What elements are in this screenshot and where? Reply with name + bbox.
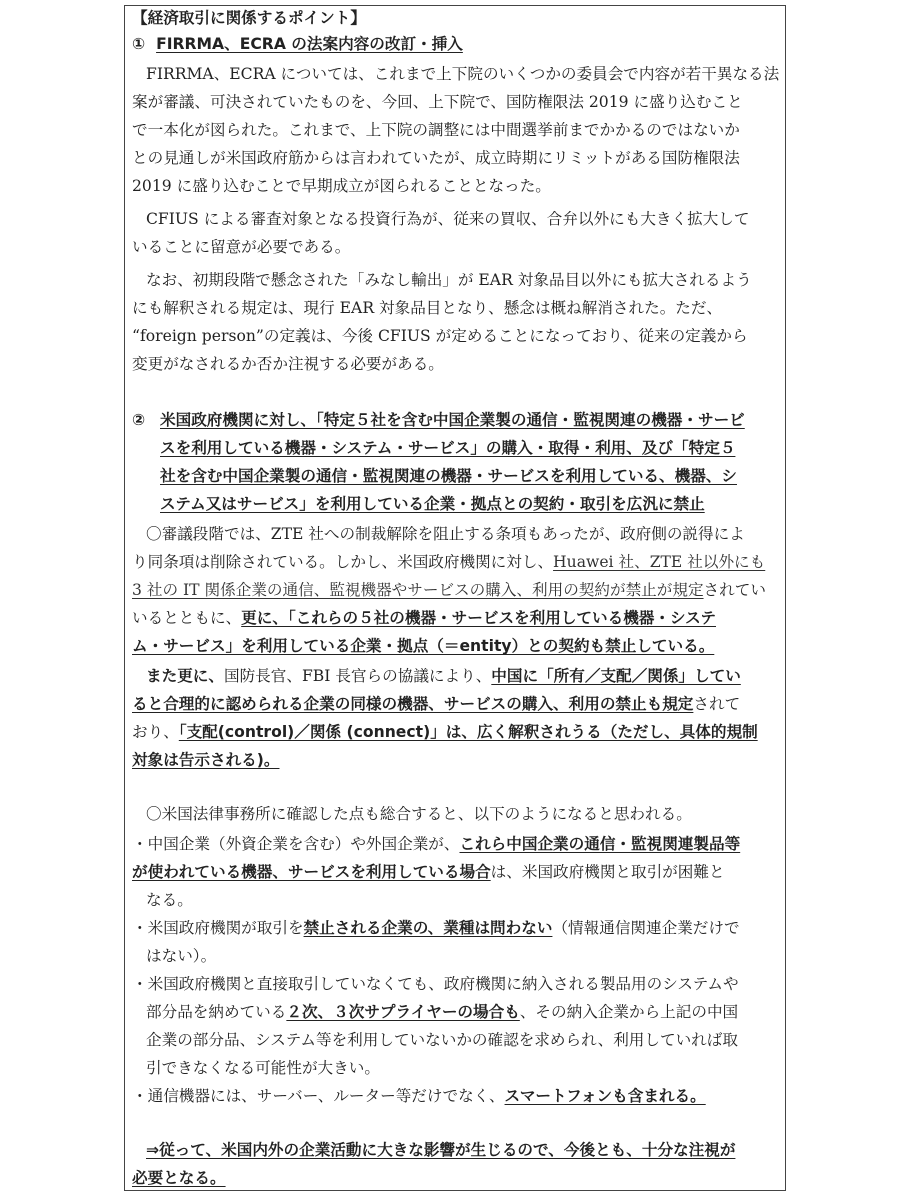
conclusion-line: 必要となる。 [132,1169,226,1187]
s2-p2-line: 対象は告示される)。 [132,751,280,769]
bullet-1-line [132,834,740,854]
s2-p1-text: り同条項は削除されている。しかし、米国政府機関に対し、 [132,553,554,571]
conclusion-line: ⇒従って、米国内外の企業活動に大きな影響が生じるので、今後とも、十分な注視が [146,1141,736,1159]
s2-p1-line: 〇審議段階では、ZTE 社への制裁解除を阻止する条項もあったが、政府側の説得によ [146,525,745,543]
bullet-3-text: 部分品を納めている [146,1003,287,1021]
bullet-3-line: ・米国政府機関と直接取引していなくても、政府機関に納入される製品用のシステムや [132,975,739,993]
bullet-2-line [132,918,740,938]
bullet-2-text: （情報通信関連企業だけで [552,919,740,937]
bullet-1-text: は、米国政府機関と取引が困難と [490,863,725,881]
bullet-3-text: 、その納入企業から上記の中国 [519,1003,739,1021]
s2-p2-line [132,722,758,742]
s2-p2-text: おり、 [132,723,179,741]
section-1-title [132,34,463,54]
bullet-2-bold: 禁止される企業の、業種は問わない [303,919,553,937]
bullet-2-line: はない）。 [146,947,217,965]
s2-p2-line [132,694,740,714]
s1-p1-line: で一本化が図られた。これまで、上下院の調整には中間選挙前までかかるのではないか [132,121,740,139]
s2-p1-line [132,580,766,600]
s1-p3-line: 変更がなされるか否か注視する必要がある。 [132,355,444,373]
bullet-3-line [146,1002,738,1022]
s2-p1-text: されてい [703,581,766,599]
s1-p1-line: との見通しが米国政府筋からは言われていたが、成立時期にリミットがある国防権限法 [132,149,740,167]
s2-p1-line [132,608,716,628]
section-2-title-line: ステム又はサービス」を利用している企業・拠点との契約・取引を広汎に禁止 [160,495,705,513]
s1-p2-line: CFIUS による審査対象となる投資行為が、従来の買収、合弁以外にも大きく拡大して [146,210,750,228]
s2-p1-bold: 更に、「これらの５社の機器・サービスを利用している機器・システ [241,609,716,627]
s2-p1-line [132,552,765,572]
bullet-1-bold: これら中国企業の通信・監視関連製品等 [459,835,741,853]
s3-intro: 〇米国法律事務所に確認した点も総合すると、以下のようになると思われる。 [146,805,692,823]
s2-p1-underlined: 3 社の IT 関係企業の通信、監視機器やサービスの購入、利用の契約が禁止が規定 [132,581,704,599]
section-heading: 【経済取引に関係するポイント】 [132,9,366,27]
section-2-title-line: スを利用している機器・システム・サービス」の購入・取得・利用、及び「特定５ [160,439,736,457]
bullet-1-bold: が使われている機器、サービスを利用している場合 [132,863,491,881]
s2-p2-bold: 「支配(control)／関係 (connect)」は、広く解釈されうる（ただし、具体的規制 [178,723,758,741]
s2-p2-text: 国防長官、FBI 長官らの協議により、 [223,667,492,685]
bullet-1-line [132,862,725,882]
s1-p3-line: にも解釈される規定は、現行 EAR 対象品目となり、懸念は概ね解消された。ただ、 [132,299,723,317]
bullet-3-bold: ２次、３次サプライヤーの場合も [286,1003,520,1021]
bullet-4-bold: スマートフォンも含まれる。 [504,1087,706,1105]
s1-p3-line: “foreign person”の定義は、今後 CFIUS が定めることになっており、従来の定義から [132,327,748,345]
section-1-number: ① [132,35,146,53]
bullet-2-text: ・米国政府機関が取引を [132,919,304,937]
s2-p2-text: されて [693,695,741,713]
s2-p2-line [146,666,741,686]
bullet-3-line: 企業の部分品、システム等を利用していないかの確認を求められ、利用していれば取 [146,1031,738,1049]
s1-p3-line: なお、初期段階で懸念された「みなし輸出」が EAR 対象品目以外にも拡大されるよう [146,271,752,289]
bullet-4-text: ・通信機器には、サーバー、ルーター等だけでなく、 [132,1087,505,1105]
section-2-title-line: 米国政府機関に対し、「特定５社を含む中国企業製の通信・監視関連の機器・サービ [160,411,745,429]
bullet-4-line [132,1086,706,1106]
s1-p1-line: 案が審議、可決されていたものを、今回、上下院で、国防権限法 2019 に盛り込むこと [132,93,743,111]
s2-p1-text: いるとともに、 [132,609,242,627]
s1-p1-line: FIRRMA、ECRA については、これまで上下院のいくつかの委員会で内容が若干異なる法 [146,65,780,83]
s2-p2-bold: また更に、 [146,667,224,685]
bullet-3-line: 引できなくなる可能性が大きい。 [146,1059,380,1077]
section-2-number: ② [132,411,146,429]
s2-p1-line: ム・サービス」を利用している企業・拠点（＝entity）との契約も禁止している。 [132,637,715,655]
bullet-1-text: ・中国企業（外資企業を含む）や外国企業が、 [132,835,460,853]
s2-p1-underlined: Huawei 社、ZTE 社以外にも [553,553,766,571]
frame-break [786,478,787,484]
section-2-title-line: 社を含む中国企業製の通信・監視関連の機器・サービスを利用している、機器、シ [160,467,737,485]
bullet-1-line: なる。 [146,891,193,909]
s1-p2-line: いることに留意が必要である。 [132,238,351,256]
s2-p2-bold: ると合理的に認められる企業の同様の機器、サービスの購入、利用の禁止も規定 [132,695,694,713]
s1-p1-line: 2019 に盛り込むことで早期成立が図られることとなった。 [132,177,551,195]
s2-p2-bold: 中国に「所有／支配／関係」してい [491,667,741,685]
section-1-title-text: FIRRMA、ECRA の法案内容の改訂・挿入 [156,35,463,53]
